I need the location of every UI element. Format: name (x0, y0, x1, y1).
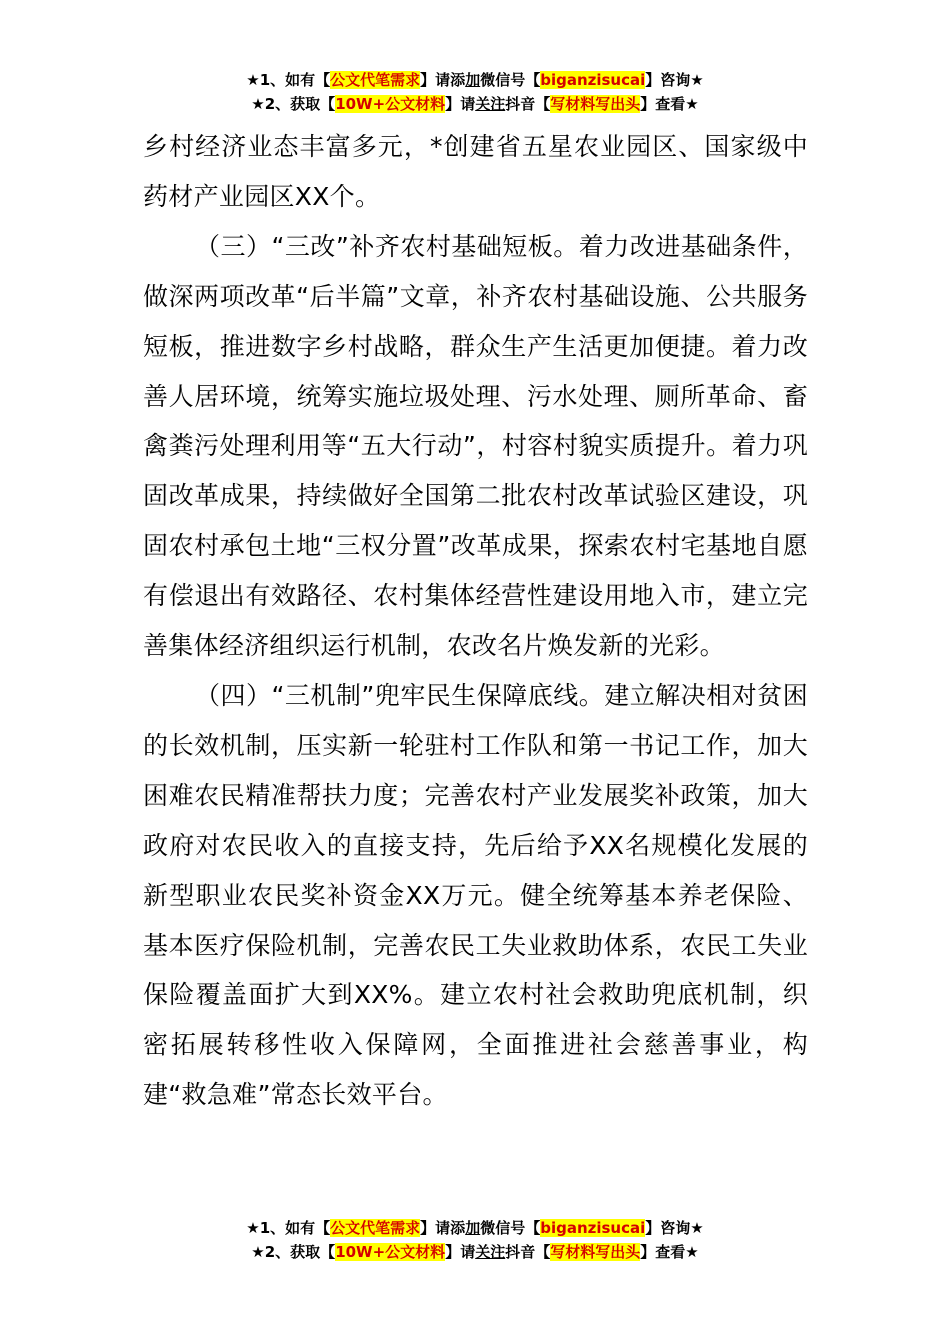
banner-line-2: ★2、获取【10W+公文材料】请关注抖音【写材料写出头】查看★ (251, 95, 699, 113)
highlight-douyin-account: 写材料写出头 (550, 95, 641, 113)
paragraph-continuation: 乡村经济业态丰富多元，*创建省五星农业园区、国家级中药材产业园区XX个。 (143, 132, 808, 211)
highlight-wechat-id: biganzisucai (540, 71, 646, 89)
highlight-materials: 10W+公文材料 (335, 95, 446, 113)
banner-line-1: ★1、如有【公文代笔需求】请添加微信号【biganzisucai】咨询★ (246, 1219, 704, 1237)
paragraph-section-4: （四）“三机制”兜牢民生保障底线。建立解决相对贫困的长效机制，压实新一轮驻村工作队和第一书记工作，加大困难农民精准帮扶力度；完善农村产业发展奖补政策，加大政府对农民收入的直接支持，先后给予XX名规模化发展的新型职业农民奖补资金XX万元。健全统筹基本养老保险、基本医疗保险机制，完善农民工失业救助体系，农民工失业保险覆盖面扩大到XX%。建立农村社会救助兜底机制，织密拓展转移性收入保障网，全面推进社会慈善事业，构建“救急难”常态长效平台。 (143, 680, 808, 1110)
highlight-service: 公文代笔需求 (330, 1219, 421, 1237)
banner-line-2: ★2、获取【10W+公文材料】请关注抖音【写材料写出头】查看★ (251, 1243, 699, 1261)
footer-banner (0, 1216, 950, 1264)
document-body (143, 122, 808, 1120)
paragraph-section-3: （三）“三改”补齐农村基础短板。着力改进基础条件，做深两项改革“后半篇”文章，补齐农村基础设施、公共服务短板，推进数字乡村战略，群众生产生活更加便捷。着力改善人居环境，统筹实施垃圾处理、污水处理、厕所革命、畜禽粪污处理利用等“五大行动”，村容村貌实质提升。着力巩固改革成果，持续做好全国第二批农村改革试验区建设，巩固农村承包土地“三权分置”改革成果，探索农村宅基地自愿有偿退出有效路径、农村集体经营性建设用地入市，建立完善集体经济组织运行机制，农改名片焕发新的光彩。 (143, 231, 808, 661)
highlight-service: 公文代笔需求 (330, 71, 421, 89)
highlight-douyin-account: 写材料写出头 (550, 1243, 641, 1261)
header-banner (0, 68, 950, 116)
highlight-materials: 10W+公文材料 (335, 1243, 446, 1261)
banner-line-1: ★1、如有【公文代笔需求】请添加微信号【biganzisucai】咨询★ (246, 71, 704, 89)
highlight-wechat-id: biganzisucai (540, 1219, 646, 1237)
